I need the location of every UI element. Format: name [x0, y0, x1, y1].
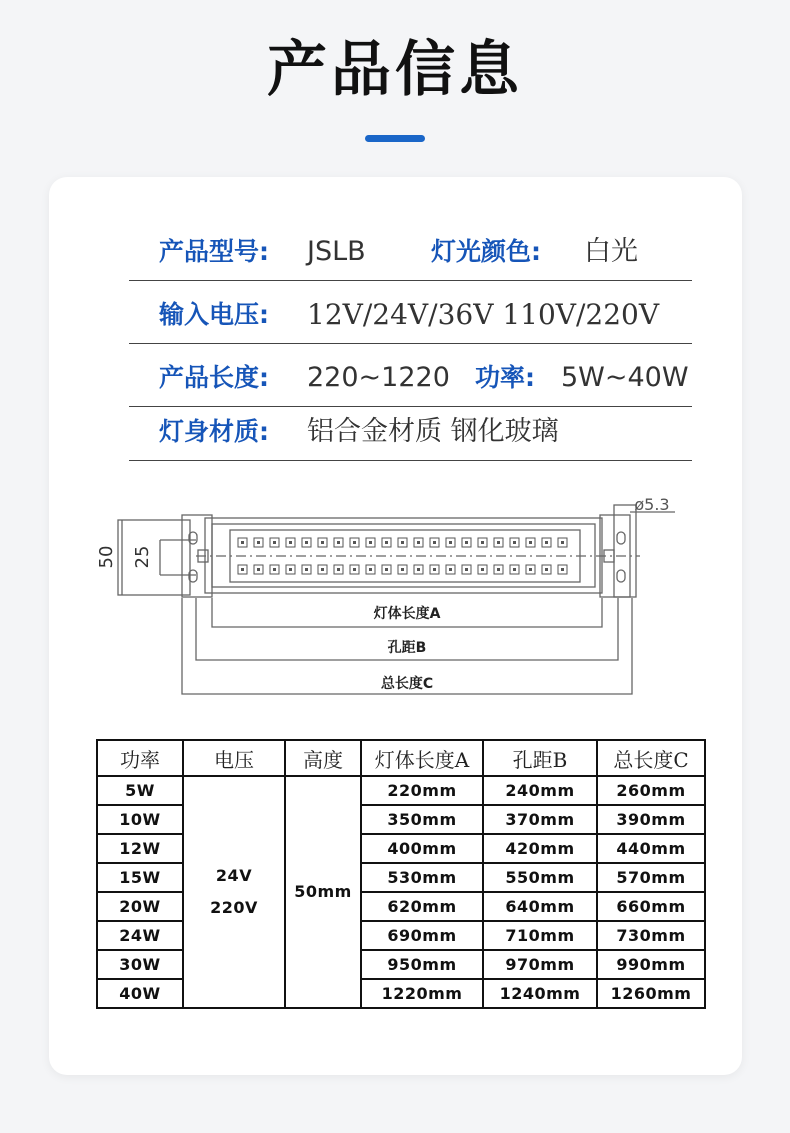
mounting-hole — [617, 532, 625, 544]
led-chip-core — [513, 568, 516, 571]
led-chip-core — [241, 568, 244, 571]
led-chip-core — [529, 568, 532, 571]
led-chip-core — [497, 568, 500, 571]
led-chip-core — [449, 541, 452, 544]
length-a-cell: 620mm — [361, 892, 483, 921]
height-25-label: 25 — [132, 545, 153, 569]
total-c-cell: 440mm — [597, 834, 705, 863]
led-chip-core — [369, 541, 372, 544]
power-cell: 20W — [97, 892, 183, 921]
page-title: 产品信息 — [267, 35, 523, 105]
led-chip-core — [561, 541, 564, 544]
led-chip-core — [353, 541, 356, 544]
power-cell: 30W — [97, 950, 183, 979]
total-c-cell: 390mm — [597, 805, 705, 834]
table-header-row — [97, 740, 705, 776]
distance-b-cell: 550mm — [483, 863, 597, 892]
led-chip-core — [289, 541, 292, 544]
led-chip-core — [465, 568, 468, 571]
led-chip-core — [385, 541, 388, 544]
led-chip-core — [433, 568, 436, 571]
distance-b-cell: 970mm — [483, 950, 597, 979]
voltage-line: 220V — [210, 898, 258, 917]
material-label: 灯身材质: — [159, 417, 269, 446]
led-chip-core — [385, 568, 388, 571]
header-total-c: 总长度C — [597, 740, 705, 776]
led-chip-core — [305, 541, 308, 544]
led-chip-core — [321, 568, 324, 571]
led-chip-core — [545, 541, 548, 544]
header-length-a: 灯体长度A — [361, 740, 483, 776]
total-c-cell: 990mm — [597, 950, 705, 979]
length-value: 220~1220 — [307, 362, 450, 393]
light-color-value: 白光 — [584, 236, 638, 267]
header-voltage: 电压 — [183, 740, 285, 776]
distance-b-cell: 370mm — [483, 805, 597, 834]
voltage-label: 输入电压: — [159, 300, 269, 329]
model-value: JSLB — [307, 236, 366, 267]
spec-row-material — [129, 404, 692, 461]
led-chip-core — [449, 568, 452, 571]
led-chip-core — [401, 541, 404, 544]
distance-b-cell: 640mm — [483, 892, 597, 921]
led-chip-core — [353, 568, 356, 571]
length-a-cell: 530mm — [361, 863, 483, 892]
led-chip-core — [401, 568, 404, 571]
led-chip-core — [513, 541, 516, 544]
power-cell: 40W — [97, 979, 183, 1008]
total-c-cell: 660mm — [597, 892, 705, 921]
length-a-cell: 220mm — [361, 776, 483, 805]
distance-b-cell: 240mm — [483, 776, 597, 805]
total-c-cell: 730mm — [597, 921, 705, 950]
header-distance-b: 孔距B — [483, 740, 597, 776]
led-chip-core — [417, 541, 420, 544]
led-chip-core — [417, 568, 420, 571]
spec-row-length — [129, 350, 692, 407]
right-bracket — [614, 505, 636, 597]
power-cell: 15W — [97, 863, 183, 892]
hole-distance-b-label: 孔距B — [387, 640, 427, 656]
led-chip-core — [561, 568, 564, 571]
length-a-cell: 950mm — [361, 950, 483, 979]
power-label: 功率: — [475, 363, 535, 392]
length-label: 产品长度: — [159, 363, 269, 392]
voltage-cell — [183, 776, 285, 1008]
led-chip-core — [465, 541, 468, 544]
power-cell: 5W — [97, 776, 183, 805]
title-accent-bar — [365, 135, 425, 142]
power-cell: 12W — [97, 834, 183, 863]
led-chip-core — [529, 541, 532, 544]
spec-row-voltage — [129, 287, 692, 344]
total-c-cell: 1260mm — [597, 979, 705, 1008]
led-chip-core — [481, 568, 484, 571]
led-chip-core — [337, 541, 340, 544]
model-label: 产品型号: — [159, 237, 269, 266]
led-chip-core — [497, 541, 500, 544]
total-c-cell: 570mm — [597, 863, 705, 892]
header-power: 功率 — [97, 740, 183, 776]
height-50-label: 50 — [96, 545, 117, 569]
led-chip-core — [257, 568, 260, 571]
material-value: 铝合金材质 钢化玻璃 — [307, 416, 559, 447]
led-chip-core — [273, 541, 276, 544]
led-chip-core — [305, 568, 308, 571]
mounting-hole — [617, 570, 625, 582]
distance-b-cell: 1240mm — [483, 979, 597, 1008]
led-chip-core — [289, 568, 292, 571]
led-chip-core — [241, 541, 244, 544]
length-a-cell: 1220mm — [361, 979, 483, 1008]
power-cell: 10W — [97, 805, 183, 834]
left-bracket — [118, 520, 190, 595]
spec-table — [96, 739, 706, 1009]
spec-row-model — [129, 224, 692, 281]
height-cell: 50mm — [285, 776, 361, 1008]
led-chip-core — [433, 541, 436, 544]
hole-diameter-label: ø5.3 — [634, 495, 670, 514]
led-chip-core — [273, 568, 276, 571]
table-row — [97, 776, 705, 805]
led-chip-core — [545, 568, 548, 571]
distance-b-cell: 710mm — [483, 921, 597, 950]
total-length-c-label: 总长度C — [380, 676, 434, 692]
light-color-label: 灯光颜色: — [431, 237, 541, 266]
voltage-value: 12V/24V/36V 110V/220V — [307, 298, 660, 331]
distance-b-cell: 420mm — [483, 834, 597, 863]
dimension-drawing — [0, 490, 790, 710]
led-chip-core — [369, 568, 372, 571]
led-chip-core — [321, 541, 324, 544]
power-cell: 24W — [97, 921, 183, 950]
length-a-cell: 400mm — [361, 834, 483, 863]
length-a-cell: 690mm — [361, 921, 483, 950]
power-value: 5W~40W — [561, 362, 689, 393]
body-length-a-label: 灯体长度A — [373, 606, 441, 622]
led-chip-core — [481, 541, 484, 544]
length-a-cell: 350mm — [361, 805, 483, 834]
header-height: 高度 — [285, 740, 361, 776]
total-c-cell: 260mm — [597, 776, 705, 805]
voltage-line: 24V — [215, 866, 253, 885]
led-chip-core — [257, 541, 260, 544]
led-chip-core — [337, 568, 340, 571]
